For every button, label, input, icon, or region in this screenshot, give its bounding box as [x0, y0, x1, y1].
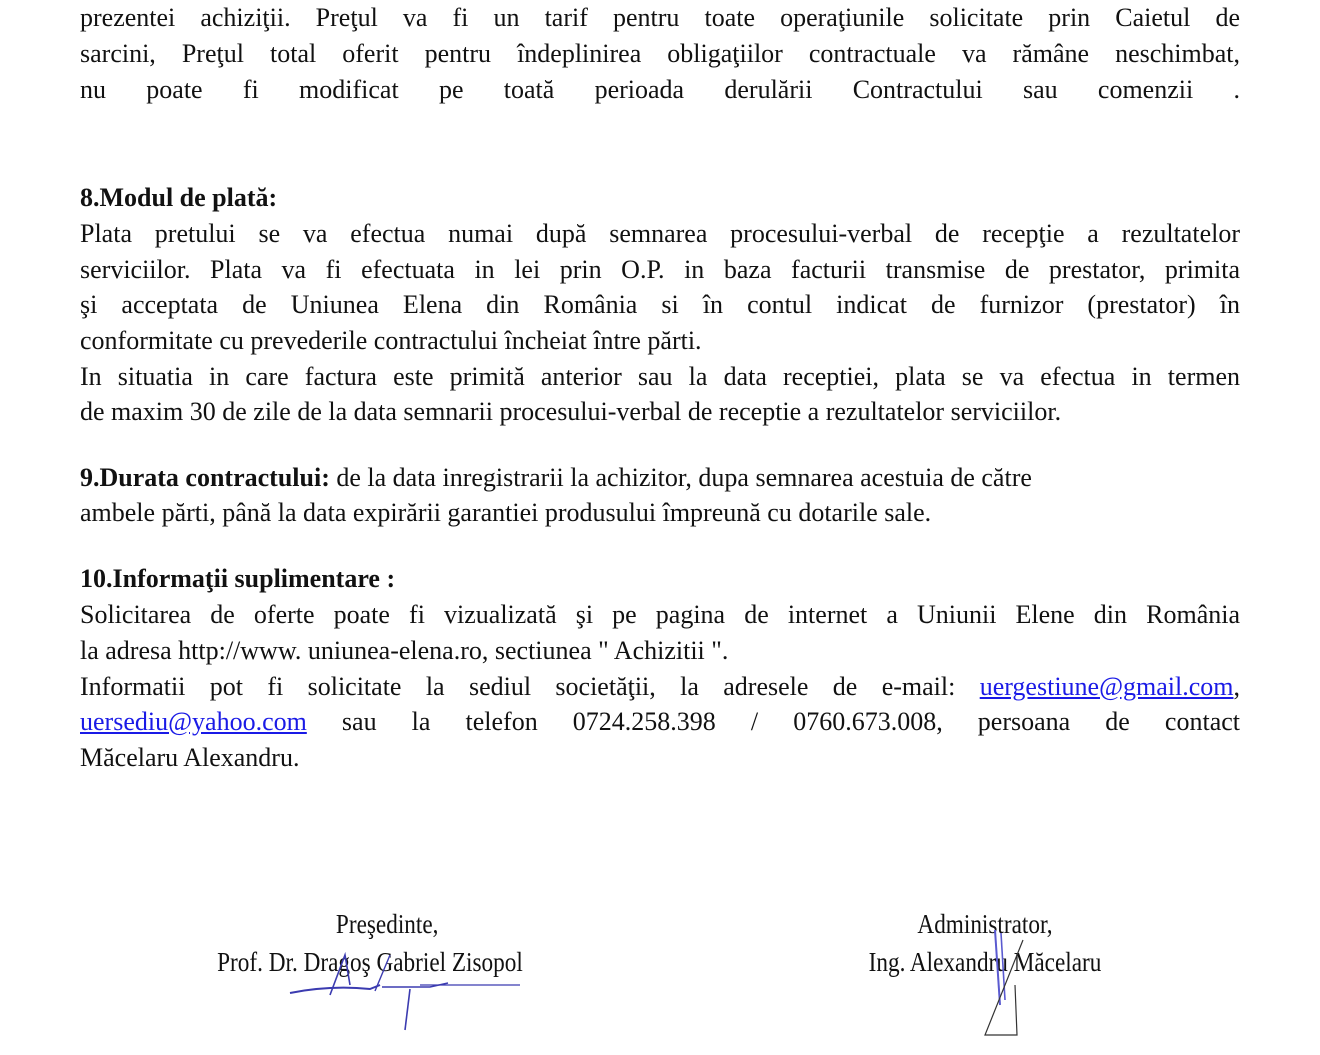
president-role: Preşedinte, — [335, 909, 439, 939]
section-9-line-1 — [80, 460, 1240, 496]
section-10-line-1: Solicitarea de oferte poate fi vizualizată şi pe pagina de internet a Uniunii Elene din România — [80, 600, 1240, 629]
section-8-line-1: Plata pretului se va efectua numai după semnarea procesului-verbal de recepţie a rezultatelor — [80, 219, 1240, 248]
email-link-sediu[interactable]: uersediu@yahoo.com — [80, 707, 307, 736]
section-10-line-4-text: sau la telefon 0724.258.398 / 0760.673.008, persoana de contact — [306, 707, 1240, 736]
email-link-gestiune[interactable]: uergestiune@gmail.com — [979, 672, 1234, 701]
section-8-line-4: conformitate cu prevederile contractului încheiat între părti. — [80, 326, 702, 355]
section-9-line-2: ambele părti, până la data expirării garantiei produsului împreună cu dotarile sale. — [80, 498, 932, 527]
administrator-role: Administrator, — [917, 909, 1053, 939]
president-name: Prof. Dr. Dragoş Gabriel Zisopol — [217, 947, 523, 977]
intro-line-2: sarcini, Preţul total oferit pentru îndeplinirea obligaţiilor contractuale va rămâne neschimbat, — [80, 39, 1240, 68]
section-8-heading: 8.Modul de plată: — [80, 183, 278, 212]
section-8-line-2: serviciilor. Plata va fi efectuata in lei prin O.P. in baza facturii transmise de prestator, primita — [80, 255, 1240, 284]
intro-line-3: nu poate fi modificat pe toată perioada derulării Contractului sau comenzii . — [80, 75, 1240, 104]
section-10-comma: , — [1233, 672, 1240, 701]
section-10-heading: 10.Informaţii suplimentare : — [80, 564, 396, 593]
section-8-line-3: şi acceptata de Uniunea Elena din România si în contul indicat de furnizor (prestator) în — [80, 290, 1240, 319]
administrator-name: Ing. Alexandru Măcelaru — [868, 947, 1102, 977]
intro-line-1: prezentei achiziţii. Preţul va fi un tarif pentru toate operaţiunile solicitate prin Caietul de — [80, 3, 1240, 32]
section-10-line-3-text: Informatii pot fi solicitate la sediul societăţii, la adresele de e-mail: — [80, 672, 980, 701]
section-10-line-2: la adresa http://www. uniunea-elena.ro, sectiunea " Achizitii ". — [80, 636, 729, 665]
section-9-text: de la data inregistrarii la achizitor, dupa semnarea acestuia de către — [329, 463, 1032, 492]
section-10-line-5: Măcelaru Alexandru. — [80, 743, 300, 772]
section-10-line-4 — [80, 704, 1240, 740]
section-9-heading: 9.Durata contractului: — [80, 463, 330, 492]
president-signature-scribble — [270, 915, 550, 1035]
section-8-line-6: de maxim 30 de zile de la data semnarii procesului-verbal de receptie a rezultatelor serviciilor. — [80, 397, 1062, 426]
section-10-line-3 — [80, 669, 1240, 705]
administrator-signature-scribble — [975, 925, 1055, 1045]
section-8-line-5: In situatia in care factura este primită anterior sau la data receptiei, plata se va efectua in termen — [80, 362, 1240, 391]
